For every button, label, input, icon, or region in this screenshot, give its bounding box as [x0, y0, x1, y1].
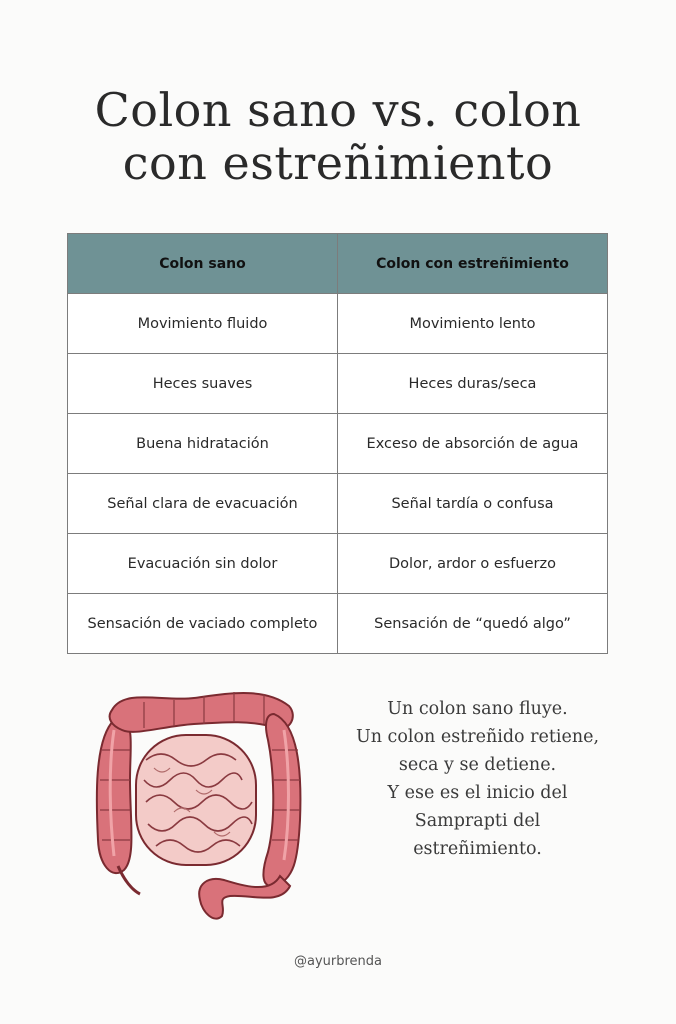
- table-header-row: [68, 234, 608, 294]
- cell-estrenido: Heces duras/seca: [338, 354, 608, 414]
- quote-text: [330, 695, 625, 863]
- cell-sano: Sensación de vaciado completo: [68, 594, 338, 654]
- cell-sano: Heces suaves: [68, 354, 338, 414]
- table-row: [68, 354, 608, 414]
- quote-line: Samprapti del: [414, 811, 541, 831]
- cell-estrenido: Exceso de absorción de agua: [338, 414, 608, 474]
- quote-line: Un colon estreñido retiene,: [355, 727, 600, 747]
- author-handle: @ayurbrenda: [293, 954, 382, 969]
- cell-estrenido: Dolor, ardor o esfuerzo: [338, 534, 608, 594]
- title-line-1: Colon sano vs. colon: [94, 83, 582, 137]
- table-row: [68, 294, 608, 354]
- cell-sano: Movimiento fluido: [68, 294, 338, 354]
- cell-estrenido: Movimiento lento: [338, 294, 608, 354]
- quote-line: Un colon sano fluye.: [387, 699, 568, 719]
- cell-sano: Señal clara de evacuación: [68, 474, 338, 534]
- cell-sano: Evacuación sin dolor: [68, 534, 338, 594]
- table-row: [68, 414, 608, 474]
- comparison-table: [67, 233, 608, 654]
- cell-estrenido: Señal tardía o confusa: [338, 474, 608, 534]
- header-colon-sano: Colon sano: [68, 234, 338, 294]
- cell-estrenido: Sensación de “quedó algo”: [338, 594, 608, 654]
- page-title: [0, 84, 676, 190]
- small-intestine-icon: [136, 735, 256, 865]
- cell-sano: Buena hidratación: [68, 414, 338, 474]
- quote-line: seca y se detiene.: [398, 755, 557, 775]
- table-row: [68, 534, 608, 594]
- table-row: [68, 474, 608, 534]
- table-row: [68, 594, 608, 654]
- colon-intestines-icon: [84, 680, 314, 930]
- quote-line: estreñimiento.: [413, 839, 542, 859]
- header-colon-estrenimiento: Colon con estreñimiento: [338, 234, 608, 294]
- quote-line: Y ese es el inicio del: [387, 783, 568, 803]
- title-line-2: con estreñimiento: [122, 136, 554, 190]
